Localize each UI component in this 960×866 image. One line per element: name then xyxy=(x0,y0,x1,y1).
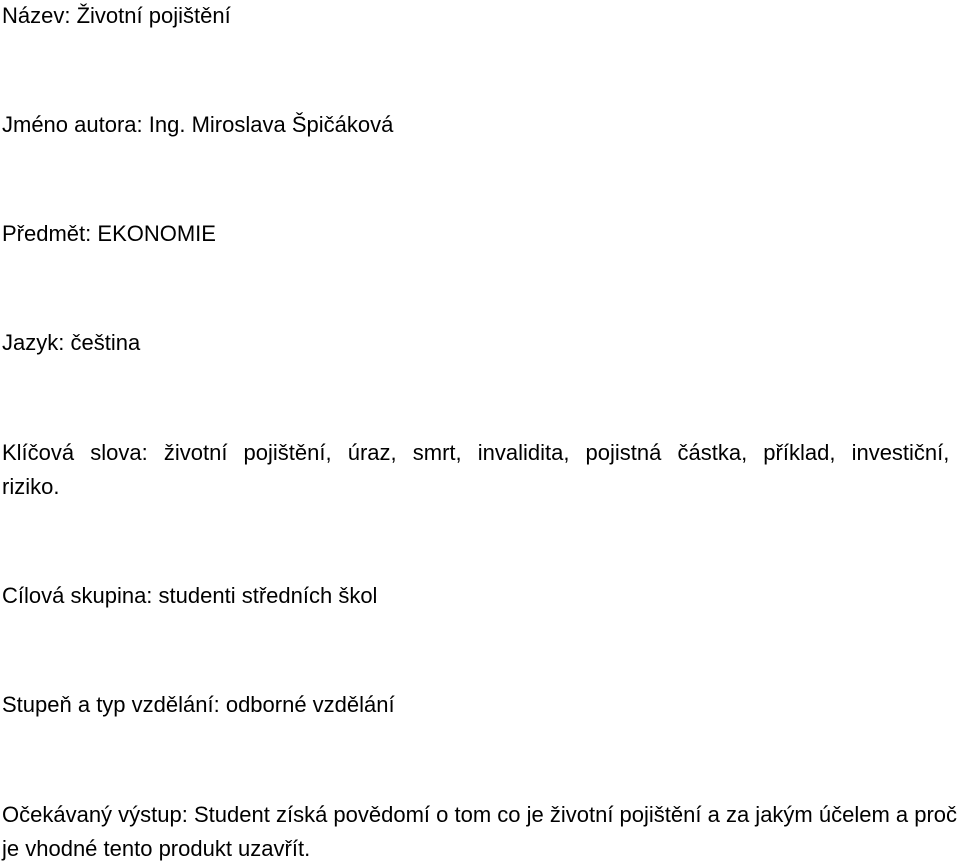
language-field xyxy=(2,327,140,359)
keywords-field xyxy=(2,436,960,504)
education-level-label: Stupeň a typ vzdělání: xyxy=(2,692,220,717)
subject-value: EKONOMIE xyxy=(97,221,216,246)
expected-outcome-field xyxy=(2,798,960,866)
title-label: Název: xyxy=(2,3,71,28)
author-label: Jméno autora: xyxy=(2,112,143,137)
author-value: Ing. Miroslava Špičáková xyxy=(148,112,394,137)
expected-outcome-value: Student získá povědomí o tom co je životní pojištění a za jakým účelem a proč je vhodné tento produkt uzavřít. xyxy=(2,802,958,861)
expected-outcome-label: Očekávaný výstup: xyxy=(2,802,188,827)
title-value: Životní pojištění xyxy=(76,3,231,28)
education-level-field xyxy=(2,689,395,721)
keywords-value: životní pojištění, úraz, smrt, invalidita, pojistná částka, příklad, investiční, riziko. xyxy=(2,440,950,499)
target-group-value: studenti středních škol xyxy=(158,583,378,608)
language-value: čeština xyxy=(70,330,141,355)
language-label: Jazyk: xyxy=(2,330,65,355)
subject-label: Předmět: xyxy=(2,221,92,246)
target-group-label: Cílová skupina: xyxy=(2,583,153,608)
subject-field xyxy=(2,218,216,250)
title-field xyxy=(2,0,231,32)
education-level-value: odborné vzdělání xyxy=(225,692,395,717)
target-group-field xyxy=(2,580,377,612)
author-field xyxy=(2,109,393,141)
keywords-label: Klíčová slova: xyxy=(2,440,148,465)
